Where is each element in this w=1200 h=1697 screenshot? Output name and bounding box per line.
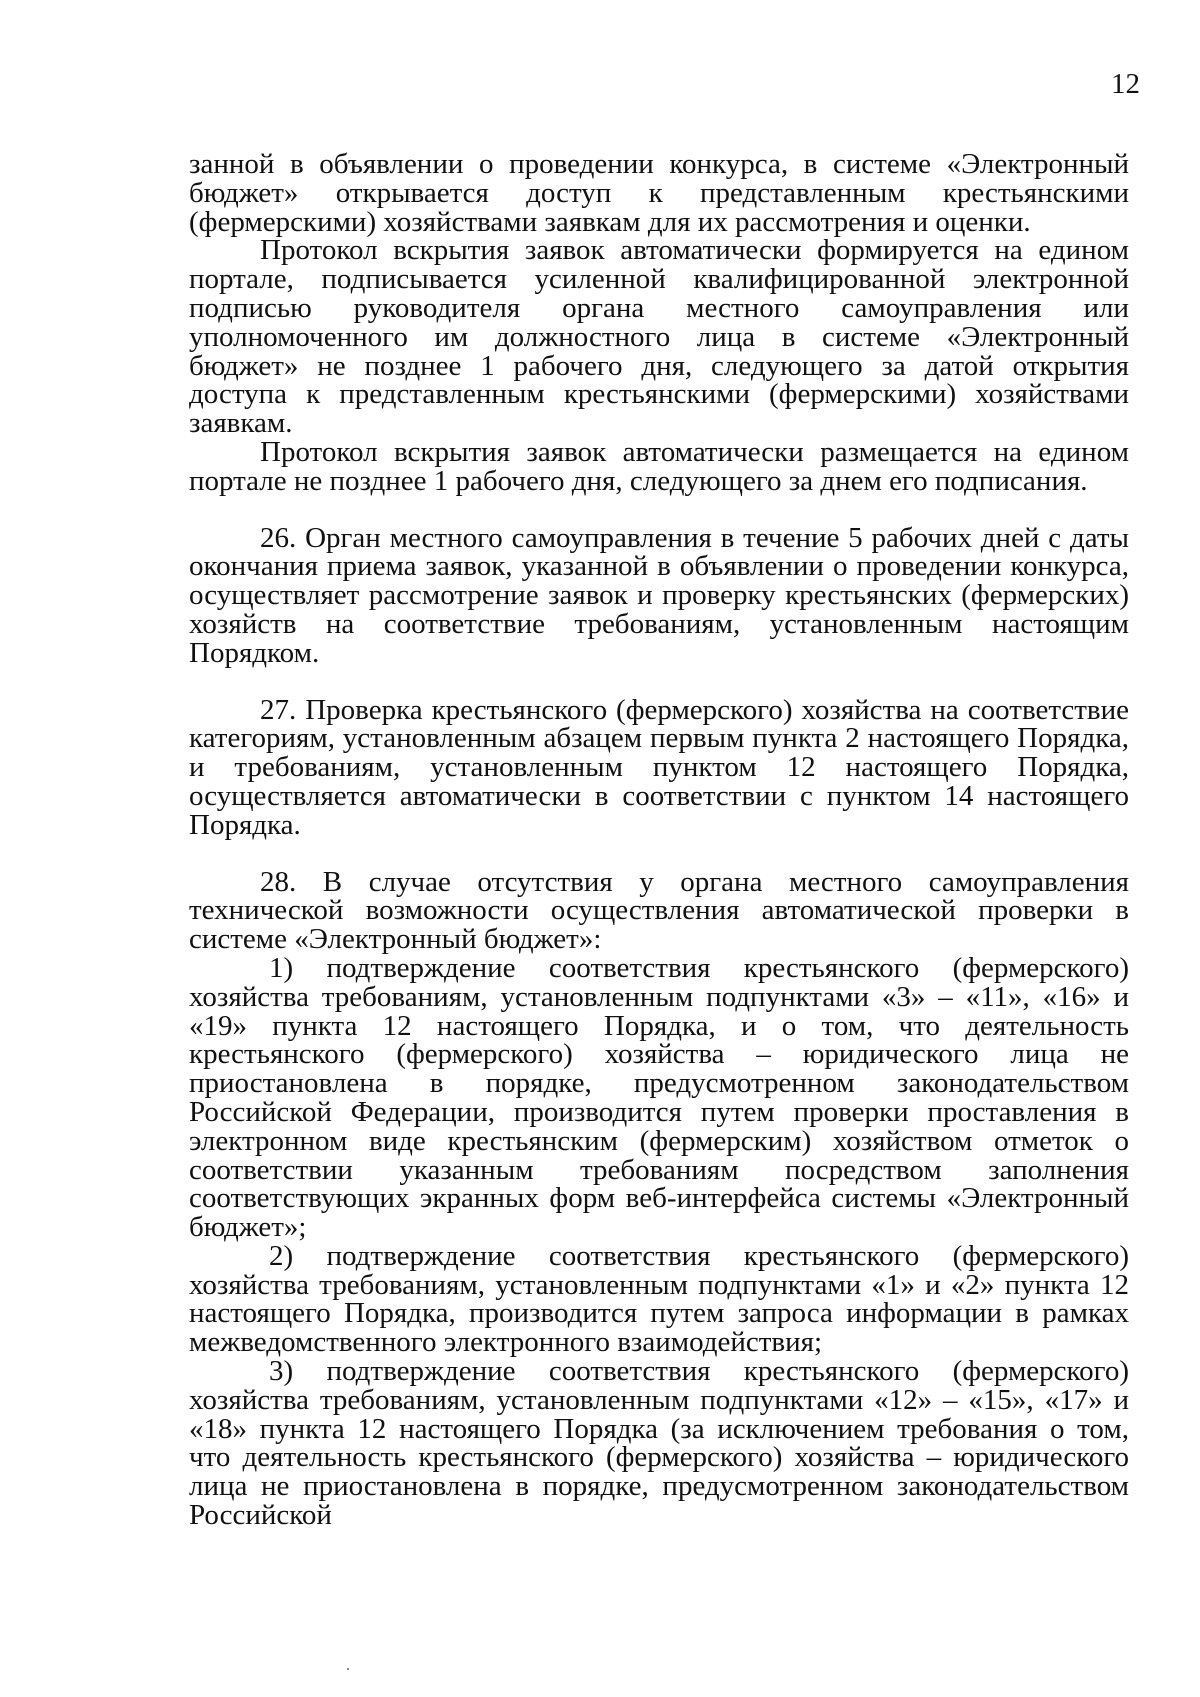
paragraph-protocol-formed: Протокол вскрытия заявок автоматически формируется на едином портале, подписывается усиленной квалифицированной электронной подписью руководителя органа местного самоуправления или уполномоченного им должностного лица в системе «Электронный бюджет» не позднее 1 рабочего дня, следующего за датой открытия доступа к представленным крестьянскими (фермерскими) хозяйствами заявкам.	[189, 234, 1129, 440]
paragraph-protocol-published: Протокол вскрытия заявок автоматически размещается на едином портале не позднее 1 рабочего дня, следующего за днем его подписания.	[189, 435, 1129, 497]
paragraph-subitem-2: 2) подтверждение соответствия крестьянского (фермерского) хозяйства требованиям, установленным подпунктами «1» и «2» пункта 12 настоящего Порядка, производится путем запроса информации в рамках межведомственного электронного взаимодействия;	[189, 1239, 1129, 1359]
document-body	[189, 150, 1129, 1530]
paragraph-item-26: 26. Орган местного самоуправления в течение 5 рабочих дней с даты окончания приема заявок, указанной в объявлении о проведении конкурса, осуществляет рассмотрение заявок и проверку крестьянских (фермерских) хозяйств на соответствие требованиям, установленным настоящим Порядком.	[189, 521, 1129, 669]
paragraph-subitem-1: 1) подтверждение соответствия крестьянского (фермерского) хозяйства требованиям, установленным подпунктами «3» – «11», «16» и «19» пункта 12 настоящего Порядка, и о том, что деятельность крестьянского (фермерского) хозяйства – юридического лица не приостановлена в порядке, предусмотренном законодательством Российской Федерации, производится путем проверки проставления в электронном виде крестьянским (фермерским) хозяйством отметок о соответствии указанным требованиям посредством заполнения соответствующих экранных форм веб-интерфейса системы «Электронный бюджет»;	[189, 951, 1129, 1244]
paragraph-item-28: 28. В случае отсутствия у органа местного самоуправления технической возможности осуществления автоматической проверки в системе «Электронный бюджет»:	[189, 865, 1129, 956]
paragraph-continuation: занной в объявлении о проведении конкурса, в системе «Электронный бюджет» открывается доступ к представленным крестьянскими (фермерскими) хозяйствами заявкам для их рассмотрения и оценки.	[189, 148, 1129, 238]
scan-speck	[347, 1668, 349, 1670]
paragraph-subitem-3: 3) подтверждение соответствия крестьянского (фермерского) хозяйства требованиям, установленным подпунктами «12» – «15», «17» и «18» пункта 12 настоящего Порядка (за исключением требования о том, что деятельность крестьянского (фермерского) хозяйства – юридического лица не приостановлена в порядке, предусмотренном законодательством Российской	[189, 1355, 1129, 1532]
page-number: 12	[1111, 68, 1140, 100]
paragraph-item-27: 27. Проверка крестьянского (фермерского) хозяйства на соответствие категориям, установленным абзацем первым пункта 2 настоящего Порядка, и требованиям, установленным пунктом 12 настоящего Порядка, осуществляется автоматически в соответствии с пунктом 14 настоящего Порядка.	[189, 693, 1129, 841]
